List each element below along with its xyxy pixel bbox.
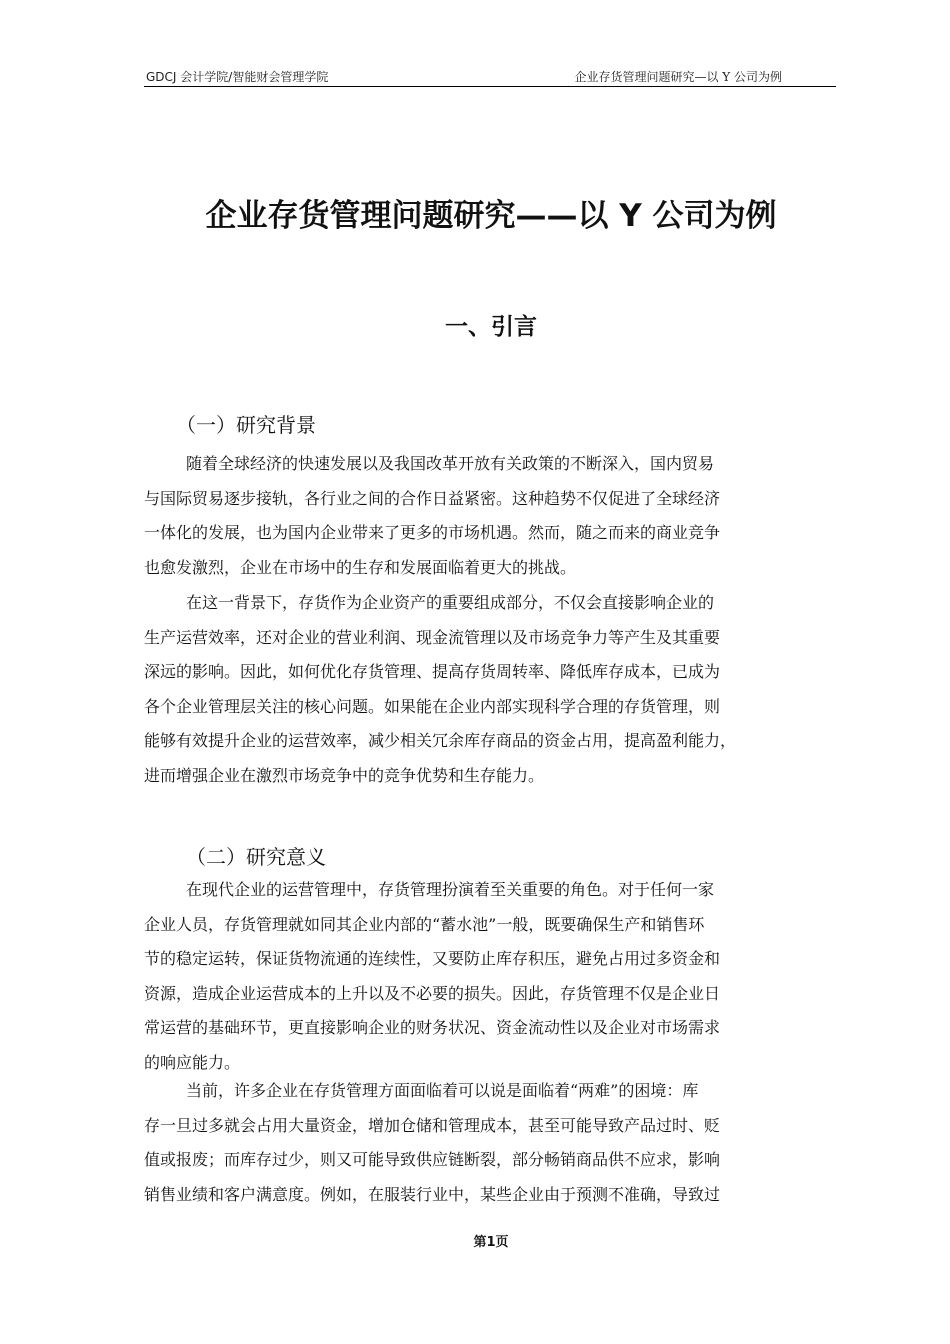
text-line: 在这一背景下，存货作为企业资产的重要组成部分，不仅会直接影响企业的 [186,593,715,612]
text-line: 资源，造成企业运营成本的上升以及不必要的损失。因此，存货管理不仅是企业日 [144,983,721,1003]
running-header-right: 企业存货管理问题研究—以 Y 公司为例 [574,70,782,84]
subsection-heading-significance: （二）研究意义 [186,845,326,869]
running-header-left: GDCJ 会计学院/智能财会管理学院 [146,70,329,84]
text-line: 进而增强企业在激烈市场竞争中的竞争优势和生存能力。 [144,765,545,785]
paragraph-background-2 [144,586,844,794]
text-line: 值或报废；而库存过少，则又可能导致供应链断裂，部分畅销商品供不应求，影响 [144,1150,721,1170]
text-line: 的响应能力。 [144,1052,241,1072]
paragraph-background-1 [144,447,844,585]
text-line: 常运营的基础环节，更直接影响企业的财务状况、资金流动性以及企业对市场需求 [144,1018,721,1038]
paragraph-significance-1 [144,873,844,1081]
text-line: 在现代企业的运营管理中，存货管理扮演着至关重要的角色。对于任何一家 [186,880,715,899]
text-line: 深远的影响。因此，如何优化存货管理、提高存货周转率、降低库存成本，已成为 [144,662,721,682]
text-line: 一体化的发展，也为国内企业带来了更多的市场机遇。然而，随之而来的商业竞争 [144,523,721,543]
text-line: 随着全球经济的快速发展以及我国改革开放有关政策的不断深入，国内贸易 [186,454,715,473]
page-number: 第1页 [473,1235,509,1250]
paragraph-significance-2 [144,1074,844,1212]
text-line: 节的稳定运转，保证货物流通的连续性，又要防止库存积压，避免占用过多资金和 [144,949,721,969]
text-line: 生产运营效率，还对企业的营业利润、现金流管理以及市场竞争力等产生及其重要 [144,627,721,647]
text-line: 也愈发激烈，企业在市场中的生存和发展面临着更大的挑战。 [144,557,577,577]
text-line: 存一旦过多就会占用大量资金，增加仓储和管理成本，甚至可能导致产品过时、贬 [144,1115,721,1135]
section-heading-introduction: 一、引言 [445,314,537,340]
text-line: 销售业绩和客户满意度。例如，在服装行业中，某些企业由于预测不准确，导致过 [144,1184,721,1204]
text-line: 当前，许多企业在存货管理方面面临着可以说是面临着“两难”的困境：库 [186,1081,699,1100]
subsection-heading-background: （一）研究背景 [176,413,316,437]
text-line: 能够有效提升企业的运营效率，减少相关冗余库存商品的资金占用，提高盈利能力， [144,731,737,751]
text-line: 与国际贸易逐步接轨，各行业之间的合作日益紧密。这种趋势不仅促进了全球经济 [144,488,721,508]
text-line: 各个企业管理层关注的核心问题。如果能在企业内部实现科学合理的存货管理，则 [144,696,721,716]
text-line: 企业人员，存货管理就如同其企业内部的“蓄水池”一般，既要确保生产和销售环 [144,914,705,934]
header-rule [144,86,836,87]
paper-title: 企业存货管理问题研究——以 Y 公司为例 [205,198,777,234]
